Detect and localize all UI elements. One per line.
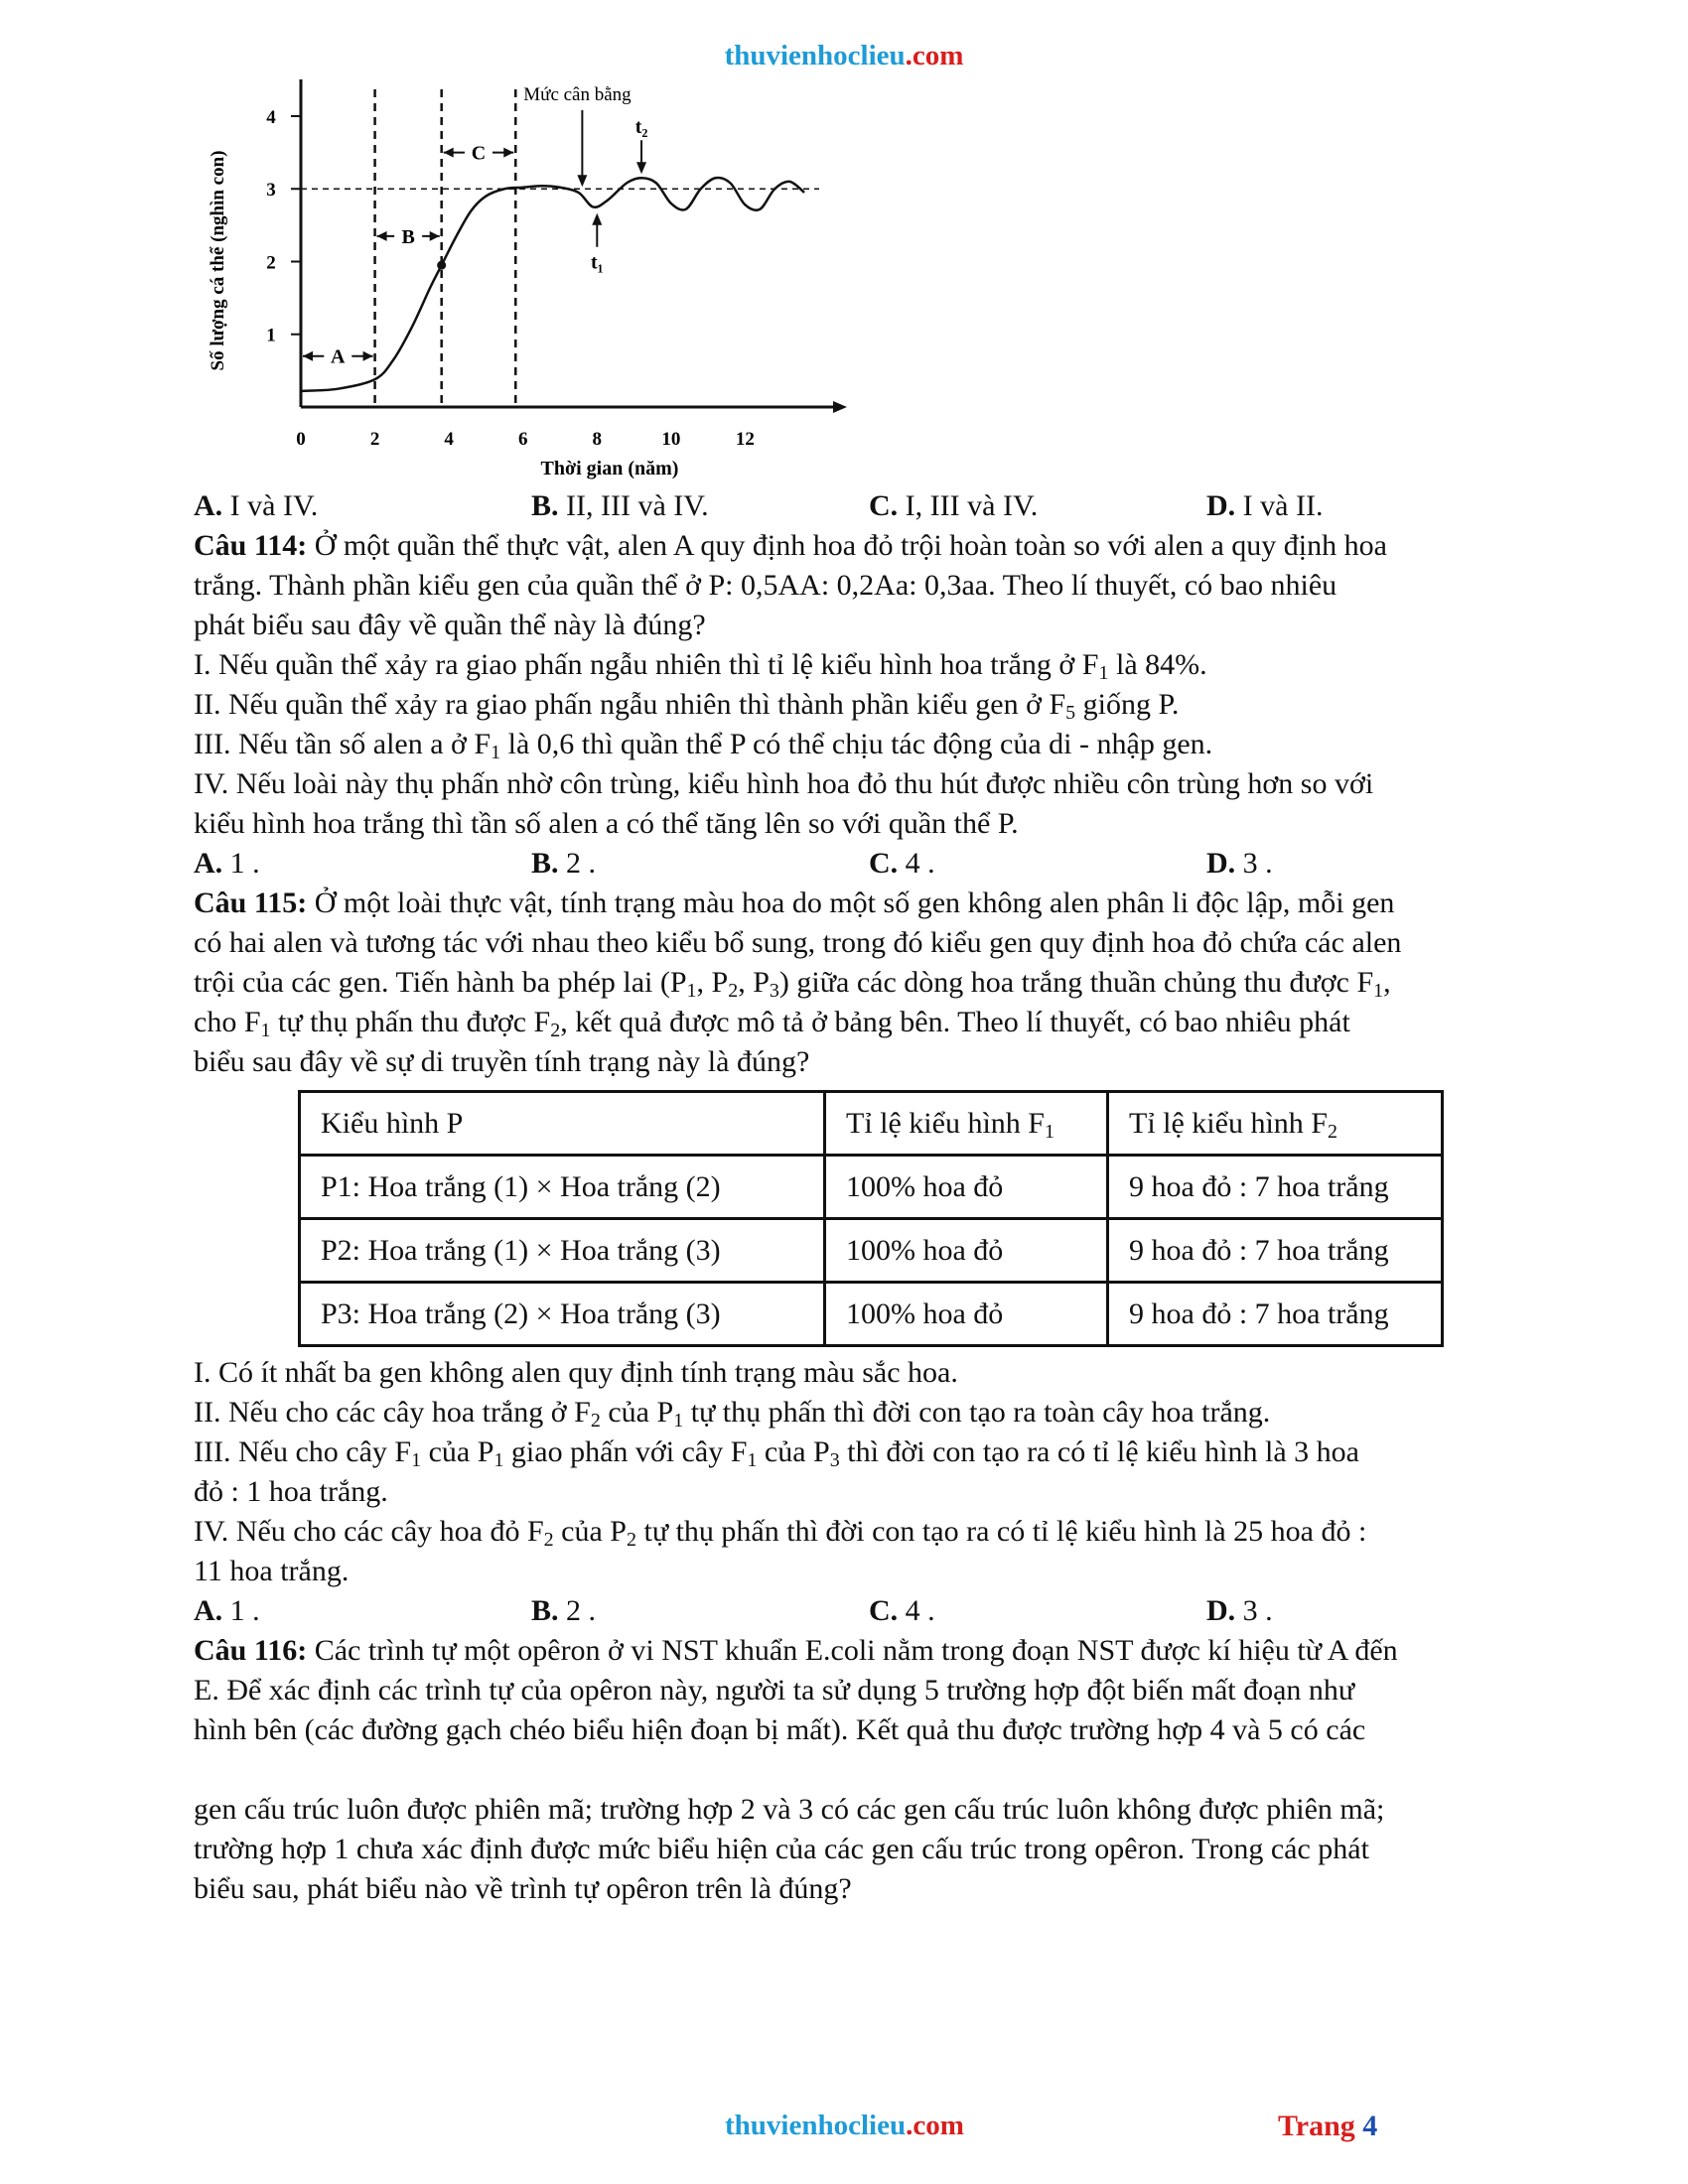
question-text: cho $F_1$ tự thụ phấn thu được $F_2$, kết quả được mô tả ở bảng bên. Theo lí thuyết, có bao nhiêu phát [194,1006,1350,1041]
table-cell: P1: Hoa trắng (1) × Hoa trắng (2) [300,1156,825,1219]
phase-label: B [401,225,415,248]
question-text: hình bên (các đường gạch chéo biểu hiện đoạn bị mất). Kết quả thu được trường hợp 4 và 5 có các [194,1713,1366,1746]
table-row [300,1219,1443,1283]
option-a: A. I và IV. [194,489,319,522]
phase-arrowhead [430,231,440,241]
question-number: Câu 115: [194,887,308,919]
question-text: biểu sau, phát biểu nào về trình tự opêron trên là đúng? [194,1872,852,1905]
statement-1: I. Có ít nhất ba gen không alen quy định tính trạng màu sắc hoa. [194,1356,958,1389]
y-tick-label: 4 [266,106,276,128]
x-axis-arrow [833,401,847,413]
t2-arrowhead [636,162,646,174]
question-text: biểu sau đây về sự di truyền tính trạng này là đúng? [194,1045,810,1078]
x-tick-label: 4 [444,429,454,450]
question-114: Câu 114: Ở một quần thể thực vật, alen A quy định hoa đỏ trội hoàn toàn so với alen a quy định hoa trắng. Thành phần kiểu gen của quần thể ở P: 0,5AA: 0,2Aa: 0,3aa. Theo lí thuyết, có bao nhiêu phát biểu sau đây về quần thể này là đúng? I. Nếu quần thể xảy ra giao phấn ngẫu nhiên thì tỉ lệ kiểu hình hoa trắng ở $F_1$ là 84%. II. Nếu quần thể xảy ra giao phấn ngẫu nhiên thì thành phần kiểu gen ở $F_5$ giống P. III. Nếu tần số alen a ở $F_1$ là 0,6 thì quần thể P có thể chịu tác động của di - nhập gen. IV. Nếu loài này thụ phấn nhờ côn trùng, kiểu hình hoa đỏ thu hút được nhiều côn trùng hơn so với kiểu hình hoa trắng thì tần số alen a có thể tăng lên so với quần thể P. A. 1 . B. 2 . C. 4 . D. 3 . [194,526,1544,884]
question-text: trường hợp 1 chưa xác định được mức biểu hiện của các gen cấu trúc trong opêron. Trong các phát [194,1833,1369,1865]
x-tick-label: 8 [592,429,603,450]
question-text: trội của các gen. Tiến hành ba phép lai ($P_1$, $P_2$, $P_3$) giữa các dòng hoa trắng thuần chủng thu được $F_1$, [194,966,1391,1002]
results-table [298,1090,1444,1347]
option-d: D. 3 . [1206,847,1273,880]
page-number: Trang 4 [1278,2110,1378,2142]
table-cell: 100% hoa đỏ [825,1156,1108,1219]
x-axis-label: Thời gian (năm) [540,458,679,479]
population-curve [301,178,804,391]
x-tick-label: 2 [369,429,380,450]
option-a: A. 1 . [194,847,260,880]
option-c: C. 4 . [869,847,935,880]
footer-site-logo: thuvienhoclieu.com [725,2110,964,2141]
option-c: C. I, III và IV. [869,489,1039,522]
y-tick-label: 1 [266,325,276,346]
q113-options [194,486,1544,526]
table-header-row [300,1092,1443,1156]
document-body [194,486,1544,1909]
statement-4-cont: kiểu hình hoa trắng thì tần số alen a có thể tăng lên so với quần thể P. [194,807,1019,840]
t1-label: t₁ [590,251,604,274]
question-text: E. Để xác định các trình tự của opêron này, người ta sử dụng 5 trường hợp đột biến mất đoạn như [194,1674,1355,1706]
table-header: Tỉ lệ kiểu hình $F_1$ [825,1092,1108,1156]
table-cell: 9 hoa đỏ : 7 hoa trắng [1108,1156,1443,1219]
x-tick-label: 12 [735,429,755,450]
table-cell: 9 hoa đỏ : 7 hoa trắng [1108,1219,1443,1283]
statement-4-cont: 11 hoa trắng. [194,1555,350,1587]
phase-label: A [331,345,346,368]
phase-arrowhead [363,351,373,361]
q114-options [194,844,1544,884]
question-number: Câu 114: [194,529,308,562]
phase-label: C [471,142,487,165]
y-tick-label: 3 [266,180,276,202]
question-text: trắng. Thành phần kiểu gen của quần thể ở P: 0,5AA: 0,2Aa: 0,3aa. Theo lí thuyết, có bao nhiêu [194,569,1337,602]
table-cell: 100% hoa đỏ [825,1219,1108,1283]
phase-arrowhead [503,148,513,158]
x-tick-label: 10 [661,429,681,450]
table-cell: P3: Hoa trắng (2) × Hoa trắng (3) [300,1283,825,1346]
table-cell: 9 hoa đỏ : 7 hoa trắng [1108,1283,1443,1346]
statement-3-cont: đỏ : 1 hoa trắng. [194,1475,388,1508]
phase-arrowhead [377,231,387,241]
equilibrium-label: Mức cân bằng [523,84,632,105]
phase-arrowhead [303,351,313,361]
table-header: Tỉ lệ kiểu hình $F_2$ [1108,1092,1443,1156]
x-tick-label: 6 [517,429,528,450]
option-b: B. II, III và IV. [531,489,709,522]
phase-arrowhead [444,148,454,158]
table-cell: P2: Hoa trắng (1) × Hoa trắng (3) [300,1219,825,1283]
question-text: gen cấu trúc luôn được phiên mã; trường hợp 2 và 3 có các gen cấu trúc luôn không được phiên mã; [194,1793,1385,1826]
option-d: D. I và II. [1206,489,1324,522]
statement-2: II. Nếu cho các cây hoa trắng ở $F_2$ của $P_1$ tự thụ phấn thì đời con tạo ra toàn cây hoa trắng. [194,1396,1271,1432]
question-text: phát biểu sau đây về quần thể này là đúng? [194,609,706,641]
t2-label: t₂ [634,116,648,139]
question-116: Câu 116: Các trình tự một opêron ở vi NST khuẩn E.coli nằm trong đoạn NST được kí hiệu từ A đến E. Để xác định các trình tự của opêron này, người ta sử dụng 5 trường hợp đột biến mất đoạn như hình bên (các đường gạch chéo biểu hiện đoạn bị mất). Kết quả thu được trường hợp 4 và 5 có các gen cấu trúc luôn được phiên mã; trường hợp 2 và 3 có các gen cấu trúc luôn không được phiên mã; trường hợp 1 chưa xác định được mức biểu hiện của các gen cấu trúc trong opêron. Trong các phát biểu sau, phát biểu nào về trình tự opêron trên là đúng? [194,1631,1544,1909]
statement-3: III. Nếu cho cây $F_1$ của $P_1$ giao phấn với cây $F_1$ của $P_3$ thì đời con tạo ra có tỉ lệ kiểu hình là 3 hoa [194,1435,1359,1471]
table-row [300,1283,1443,1346]
table-row [300,1156,1443,1219]
y-tick-label: 2 [266,252,276,274]
statement-4: IV. Nếu loài này thụ phấn nhờ côn trùng, kiểu hình hoa đỏ thu hút được nhiều côn trùng hơn so với [194,767,1374,800]
question-text: có hai alen và tương tác với nhau theo kiểu bổ sung, trong đó kiểu gen quy định hoa đỏ chứa các alen [194,926,1402,959]
table-cell: 100% hoa đỏ [825,1283,1108,1346]
option-b: B. 2 . [531,1594,597,1627]
statement-1: I. Nếu quần thể xảy ra giao phấn ngẫu nhiên thì tỉ lệ kiểu hình hoa trắng ở $F_1$ là 84%. [194,648,1207,684]
statement-3: III. Nếu tần số alen a ở $F_1$ là 0,6 thì quần thể P có thể chịu tác động của di - nhập gen. [194,728,1213,763]
option-c: C. 4 . [869,1594,935,1627]
header-site-logo: thuvienhoclieu.com [724,40,964,71]
option-b: B. 2 . [531,847,597,880]
table-header: Kiểu hình P [300,1092,825,1156]
question-115: Câu 115: Ở một loài thực vật, tính trạng màu hoa do một số gen không alen phân li độc lập, mỗi gen có hai alen và tương tác với nhau theo kiểu bổ sung, trong đó kiểu gen quy định hoa đỏ chứa các alen trội của các gen. Tiến hành ba phép lai ($P_1$, $P_2$, $P_3$) giữa các dòng hoa trắng thuần chủng thu được $F_1$, cho $F_1$ tự thụ phấn thu được $F_2$, kết quả được mô tả ở bảng bên. Theo lí thuyết, có bao nhiêu phát biểu sau đây về sự di truyền tính trạng này là đúng? Kiểu hình P Tỉ lệ kiểu hình $F_1$ Tỉ lệ kiểu hình $F_2$ P1: Hoa trắng (1) × Hoa trắng (2) 100% hoa đỏ 9 hoa đỏ : 7 hoa trắng P2: Hoa trắng (1) × Hoa trắng (3) 100% hoa đỏ 9 hoa đỏ : 7 hoa trắng P3: Hoa trắng (2) × Hoa trắng (3) 100% hoa đỏ 9 hoa đỏ : 7 hoa trắng I. Có ít nhất ba gen không alen quy định tính trạng màu sắc hoa. II. Nếu cho các cây hoa trắng ở $F_2$ của $P_1$ tự thụ phấn thì đời con tạo ra toàn cây hoa trắng. III. Nếu cho cây $F_1$ của $P_1$ giao phấn với cây $F_1$ của $P_3$ thì đời con tạo ra có tỉ lệ kiểu hình là 3 hoa đỏ : 1 hoa trắng. IV. Nếu cho các cây hoa đỏ $F_2$ của $P_2$ tự thụ phấn thì đời con tạo ra có tỉ lệ kiểu hình là 25 hoa đỏ : 11 hoa trắng. A. 1 . B. 2 . C. 4 . D. 3 . [194,884,1544,1631]
population-growth-chart [194,74,938,491]
y-axis-label: Số lượng cá thể (nghìn con) [208,150,228,371]
t1-arrowhead [592,213,602,225]
option-d: D. 3 . [1206,1594,1273,1627]
equilibrium-arrowhead [577,175,587,187]
option-a: A. 1 . [194,1594,260,1627]
question-number: Câu 116: [194,1634,308,1667]
q115-options [194,1591,1544,1631]
statement-4: IV. Nếu cho các cây hoa đỏ $F_2$ của $P_2$ tự thụ phấn thì đời con tạo ra có tỉ lệ kiểu hình là 25 hoa đỏ : [194,1515,1367,1551]
inflection-point [437,261,446,270]
x-tick-label: 0 [296,429,306,450]
statement-2: II. Nếu quần thể xảy ra giao phấn ngẫu nhiên thì thành phần kiểu gen ở $F_5$ giống P. [194,688,1180,724]
